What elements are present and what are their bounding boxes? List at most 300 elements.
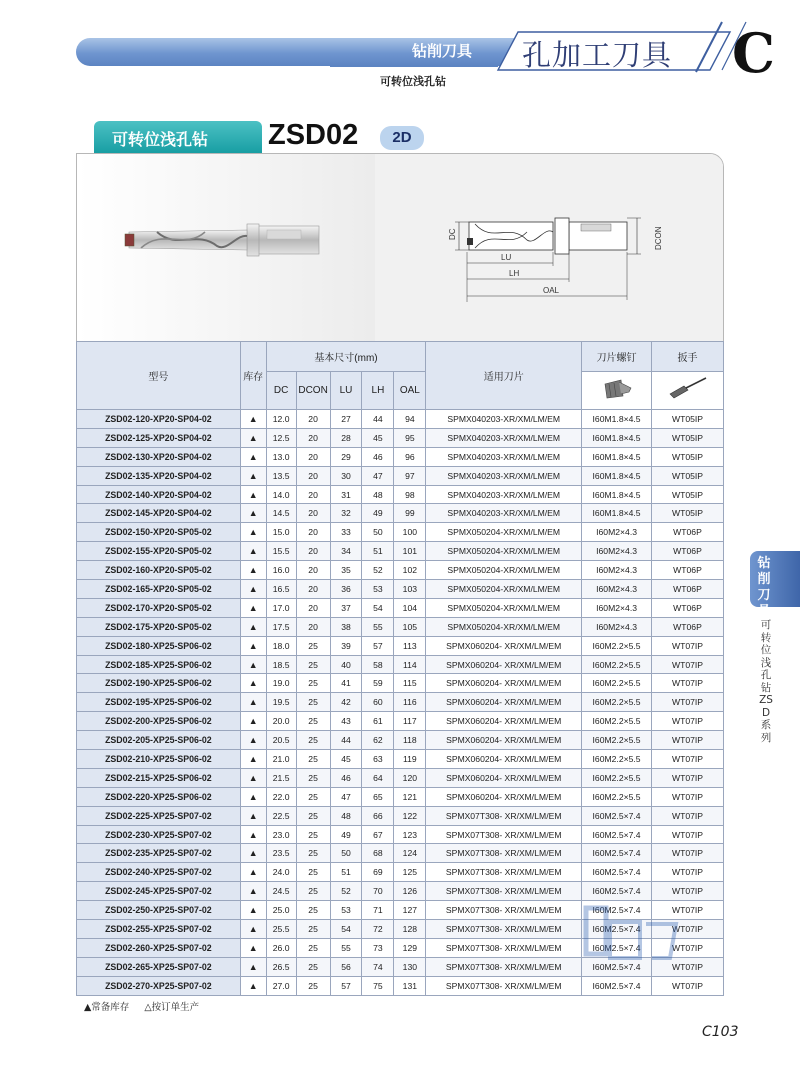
cell-lh: 65 <box>362 787 394 806</box>
cell-dc: 23.5 <box>266 844 296 863</box>
cell-dc: 13.0 <box>266 447 296 466</box>
cell-wrench: WT07IP <box>652 655 724 674</box>
cell-dcon: 25 <box>296 957 330 976</box>
cell-oal: 121 <box>394 787 426 806</box>
cell-model: ZSD02-195-XP25-SP06-02 <box>77 693 241 712</box>
cell-screw: I60M1.8×4.5 <box>582 447 652 466</box>
cell-wrench: WT07IP <box>652 920 724 939</box>
cell-dc: 20.5 <box>266 731 296 750</box>
cell-wrench: WT06P <box>652 542 724 561</box>
side-tab-sub-label: 可转位浅孔钻ZSD系列 <box>759 619 773 744</box>
cell-dc: 14.5 <box>266 504 296 523</box>
cell-stock: ▲ <box>240 655 266 674</box>
cell-stock: ▲ <box>240 693 266 712</box>
cell-screw: I60M2.2×5.5 <box>582 693 652 712</box>
cell-oal: 103 <box>394 580 426 599</box>
cell-insert: SPMX07T308- XR/XM/LM/EM <box>426 863 582 882</box>
cell-dcon: 20 <box>296 598 330 617</box>
cell-dc: 19.0 <box>266 674 296 693</box>
oal-label: OAL <box>543 286 560 295</box>
cell-model: ZSD02-160-XP20-SP05-02 <box>77 561 241 580</box>
cell-lh: 48 <box>362 485 394 504</box>
cell-oal: 96 <box>394 447 426 466</box>
cell-insert: SPMX060204- XR/XM/LM/EM <box>426 731 582 750</box>
cell-model: ZSD02-250-XP25-SP07-02 <box>77 901 241 920</box>
cell-wrench: WT06P <box>652 598 724 617</box>
header-category: 钻削刀具 <box>412 42 473 60</box>
cell-insert: SPMX07T308- XR/XM/LM/EM <box>426 901 582 920</box>
cell-oal: 125 <box>394 863 426 882</box>
cell-wrench: WT06P <box>652 617 724 636</box>
cell-insert: SPMX050204-XR/XM/LM/EM <box>426 561 582 580</box>
cell-lh: 44 <box>362 410 394 429</box>
cell-stock: ▲ <box>240 825 266 844</box>
cell-wrench: WT07IP <box>652 731 724 750</box>
cell-dcon: 25 <box>296 712 330 731</box>
cell-insert: SPMX07T308- XR/XM/LM/EM <box>426 825 582 844</box>
cell-insert: SPMX050204-XR/XM/LM/EM <box>426 542 582 561</box>
cell-screw: I60M2.2×5.5 <box>582 674 652 693</box>
cell-screw: I60M2.2×5.5 <box>582 712 652 731</box>
cell-screw: I60M2×4.3 <box>582 542 652 561</box>
cell-model: ZSD02-260-XP25-SP07-02 <box>77 938 241 957</box>
cell-screw: I60M2.5×7.4 <box>582 920 652 939</box>
cell-lu: 37 <box>330 598 362 617</box>
spec-table <box>76 341 724 996</box>
screw-icon <box>597 374 637 404</box>
cell-oal: 113 <box>394 636 426 655</box>
dimension-drawing-panel <box>375 154 724 344</box>
cell-lh: 71 <box>362 901 394 920</box>
cell-screw: I60M2.5×7.4 <box>582 976 652 995</box>
cell-model: ZSD02-180-XP25-SP06-02 <box>77 636 241 655</box>
cell-model: ZSD02-200-XP25-SP06-02 <box>77 712 241 731</box>
cell-model: ZSD02-225-XP25-SP07-02 <box>77 806 241 825</box>
cell-lh: 62 <box>362 731 394 750</box>
cell-lh: 64 <box>362 768 394 787</box>
cell-dcon: 25 <box>296 882 330 901</box>
cell-wrench: WT07IP <box>652 882 724 901</box>
cell-dc: 25.0 <box>266 901 296 920</box>
cell-screw: I60M2.5×7.4 <box>582 938 652 957</box>
cell-dcon: 25 <box>296 844 330 863</box>
cell-oal: 99 <box>394 504 426 523</box>
cell-dc: 19.5 <box>266 693 296 712</box>
cell-insert: SPMX040203-XR/XM/LM/EM <box>426 410 582 429</box>
cell-insert: SPMX060204- XR/XM/LM/EM <box>426 636 582 655</box>
cell-insert: SPMX07T308- XR/XM/LM/EM <box>426 920 582 939</box>
cell-wrench: WT05IP <box>652 447 724 466</box>
cell-insert: SPMX060204- XR/XM/LM/EM <box>426 787 582 806</box>
cell-screw: I60M2.2×5.5 <box>582 636 652 655</box>
cell-insert: SPMX060204- XR/XM/LM/EM <box>426 674 582 693</box>
cell-lh: 52 <box>362 561 394 580</box>
cell-lh: 60 <box>362 693 394 712</box>
header-stock: 库存 <box>240 342 266 410</box>
cell-lu: 28 <box>330 428 362 447</box>
cell-lu: 44 <box>330 731 362 750</box>
cell-stock: ▲ <box>240 957 266 976</box>
cell-stock: ▲ <box>240 750 266 769</box>
cell-oal: 98 <box>394 485 426 504</box>
table-row <box>77 768 724 787</box>
cell-insert: SPMX040203-XR/XM/LM/EM <box>426 485 582 504</box>
cell-screw: I60M1.8×4.5 <box>582 485 652 504</box>
table-row <box>77 882 724 901</box>
cell-model: ZSD02-190-XP25-SP06-02 <box>77 674 241 693</box>
cell-screw: I60M2.5×7.4 <box>582 957 652 976</box>
cell-dc: 24.5 <box>266 882 296 901</box>
product-code: ZSD02 <box>268 119 359 151</box>
cell-stock: ▲ <box>240 768 266 787</box>
cell-oal: 117 <box>394 712 426 731</box>
header-subtitle: 可转位浅孔钻 <box>380 75 446 88</box>
table-row <box>77 598 724 617</box>
cell-lh: 54 <box>362 598 394 617</box>
header-insert: 适用刀片 <box>426 342 582 410</box>
table-row <box>77 428 724 447</box>
table-row <box>77 863 724 882</box>
cell-stock: ▲ <box>240 617 266 636</box>
cell-screw: I60M1.8×4.5 <box>582 428 652 447</box>
cell-wrench: WT07IP <box>652 901 724 920</box>
cell-lh: 59 <box>362 674 394 693</box>
cell-screw: I60M2.2×5.5 <box>582 655 652 674</box>
cell-stock: ▲ <box>240 561 266 580</box>
cell-dc: 16.0 <box>266 561 296 580</box>
product-badge: 2D <box>380 126 424 150</box>
cell-lu: 38 <box>330 617 362 636</box>
header-oal: OAL <box>394 372 426 410</box>
cell-insert: SPMX060204- XR/XM/LM/EM <box>426 693 582 712</box>
cell-wrench: WT06P <box>652 561 724 580</box>
cell-insert: SPMX050204-XR/XM/LM/EM <box>426 617 582 636</box>
cell-model: ZSD02-170-XP20-SP05-02 <box>77 598 241 617</box>
cell-lu: 53 <box>330 901 362 920</box>
cell-stock: ▲ <box>240 410 266 429</box>
cell-insert: SPMX060204- XR/XM/LM/EM <box>426 655 582 674</box>
cell-dc: 17.0 <box>266 598 296 617</box>
cell-wrench: WT07IP <box>652 976 724 995</box>
table-row <box>77 712 724 731</box>
cell-dc: 27.0 <box>266 976 296 995</box>
cell-screw: I60M2.5×7.4 <box>582 825 652 844</box>
cell-lu: 30 <box>330 466 362 485</box>
cell-stock: ▲ <box>240 882 266 901</box>
cell-lh: 63 <box>362 750 394 769</box>
cell-stock: ▲ <box>240 485 266 504</box>
dc-label: DC <box>448 228 457 240</box>
cell-wrench: WT05IP <box>652 485 724 504</box>
cell-wrench: WT07IP <box>652 693 724 712</box>
table-row <box>77 504 724 523</box>
cell-model: ZSD02-255-XP25-SP07-02 <box>77 920 241 939</box>
cell-oal: 115 <box>394 674 426 693</box>
cell-oal: 130 <box>394 957 426 976</box>
cell-lh: 51 <box>362 542 394 561</box>
cell-dcon: 25 <box>296 976 330 995</box>
cell-screw: I60M2.5×7.4 <box>582 806 652 825</box>
cell-insert: SPMX060204- XR/XM/LM/EM <box>426 750 582 769</box>
cell-lu: 48 <box>330 806 362 825</box>
side-tab-main-label: 钻削刀具 <box>757 556 771 619</box>
dimension-drawing <box>375 154 724 344</box>
cell-dc: 26.0 <box>266 938 296 957</box>
cell-stock: ▲ <box>240 428 266 447</box>
cell-oal: 119 <box>394 750 426 769</box>
cell-stock: ▲ <box>240 542 266 561</box>
table-row <box>77 844 724 863</box>
cell-wrench: WT07IP <box>652 863 724 882</box>
cell-lu: 51 <box>330 863 362 882</box>
cell-dcon: 20 <box>296 561 330 580</box>
cell-lu: 42 <box>330 693 362 712</box>
cell-insert: SPMX040203-XR/XM/LM/EM <box>426 428 582 447</box>
cell-lh: 70 <box>362 882 394 901</box>
cell-lu: 43 <box>330 712 362 731</box>
cell-model: ZSD02-215-XP25-SP06-02 <box>77 768 241 787</box>
cell-dc: 16.5 <box>266 580 296 599</box>
cell-stock: ▲ <box>240 938 266 957</box>
header-model: 型号 <box>77 342 241 410</box>
product-tab-label: 可转位浅孔钻 <box>112 130 209 149</box>
cell-wrench: WT07IP <box>652 938 724 957</box>
cell-lh: 74 <box>362 957 394 976</box>
page-number: C103 <box>702 1024 739 1040</box>
cell-dc: 23.0 <box>266 825 296 844</box>
table-row <box>77 787 724 806</box>
cell-dcon: 25 <box>296 674 330 693</box>
cell-screw: I60M2×4.3 <box>582 617 652 636</box>
cell-stock: ▲ <box>240 806 266 825</box>
cell-dc: 21.0 <box>266 750 296 769</box>
cell-lh: 45 <box>362 428 394 447</box>
cell-screw: I60M2×4.3 <box>582 523 652 542</box>
cell-lu: 50 <box>330 844 362 863</box>
table-row <box>77 523 724 542</box>
cell-wrench: WT07IP <box>652 787 724 806</box>
cell-dcon: 25 <box>296 938 330 957</box>
cell-lh: 68 <box>362 844 394 863</box>
table-row <box>77 580 724 599</box>
header-dimensions: 基本尺寸(mm) <box>266 342 426 372</box>
cell-dcon: 20 <box>296 542 330 561</box>
cell-screw: I60M1.8×4.5 <box>582 410 652 429</box>
cell-stock: ▲ <box>240 844 266 863</box>
cell-model: ZSD02-130-XP20-SP04-02 <box>77 447 241 466</box>
cell-wrench: WT07IP <box>652 712 724 731</box>
cell-model: ZSD02-230-XP25-SP07-02 <box>77 825 241 844</box>
cell-stock: ▲ <box>240 523 266 542</box>
cell-lh: 50 <box>362 523 394 542</box>
cell-model: ZSD02-155-XP20-SP05-02 <box>77 542 241 561</box>
cell-wrench: WT05IP <box>652 410 724 429</box>
cell-oal: 122 <box>394 806 426 825</box>
cell-wrench: WT05IP <box>652 428 724 447</box>
cell-lh: 61 <box>362 712 394 731</box>
cell-lh: 67 <box>362 825 394 844</box>
cell-stock: ▲ <box>240 636 266 655</box>
cell-screw: I60M2.5×7.4 <box>582 882 652 901</box>
cell-lu: 29 <box>330 447 362 466</box>
cell-lh: 75 <box>362 976 394 995</box>
cell-wrench: WT07IP <box>652 750 724 769</box>
cell-screw: I60M2×4.3 <box>582 561 652 580</box>
wrench-image-cell <box>652 372 724 410</box>
cell-dc: 18.5 <box>266 655 296 674</box>
cell-model: ZSD02-145-XP20-SP04-02 <box>77 504 241 523</box>
cell-dc: 17.5 <box>266 617 296 636</box>
cell-screw: I60M2.5×7.4 <box>582 863 652 882</box>
cell-wrench: WT07IP <box>652 768 724 787</box>
cell-oal: 105 <box>394 617 426 636</box>
cell-oal: 94 <box>394 410 426 429</box>
cell-screw: I60M2.5×7.4 <box>582 844 652 863</box>
cell-screw: I60M2.5×7.4 <box>582 901 652 920</box>
cell-oal: 100 <box>394 523 426 542</box>
cell-insert: SPMX07T308- XR/XM/LM/EM <box>426 957 582 976</box>
cell-wrench: WT05IP <box>652 504 724 523</box>
cell-wrench: WT07IP <box>652 636 724 655</box>
cell-model: ZSD02-220-XP25-SP06-02 <box>77 787 241 806</box>
legend-order: △按订单生产 <box>144 1002 200 1013</box>
table-row <box>77 410 724 429</box>
cell-oal: 114 <box>394 655 426 674</box>
cell-model: ZSD02-125-XP20-SP04-02 <box>77 428 241 447</box>
cell-dc: 18.0 <box>266 636 296 655</box>
table-row <box>77 825 724 844</box>
cell-insert: SPMX050204-XR/XM/LM/EM <box>426 598 582 617</box>
cell-lu: 46 <box>330 768 362 787</box>
lh-label: LH <box>509 269 520 278</box>
table-row <box>77 485 724 504</box>
cell-stock: ▲ <box>240 731 266 750</box>
cell-wrench: WT07IP <box>652 957 724 976</box>
cell-insert: SPMX07T308- XR/XM/LM/EM <box>426 938 582 957</box>
cell-model: ZSD02-150-XP20-SP05-02 <box>77 523 241 542</box>
header-screw: 刀片螺钉 <box>582 342 652 372</box>
cell-dcon: 20 <box>296 504 330 523</box>
cell-oal: 104 <box>394 598 426 617</box>
cell-dcon: 20 <box>296 580 330 599</box>
cell-model: ZSD02-240-XP25-SP07-02 <box>77 863 241 882</box>
cell-dc: 26.5 <box>266 957 296 976</box>
cell-model: ZSD02-245-XP25-SP07-02 <box>77 882 241 901</box>
header-dc: DC <box>266 372 296 410</box>
header-dcon: DCON <box>296 372 330 410</box>
cell-lu: 31 <box>330 485 362 504</box>
cell-dcon: 25 <box>296 731 330 750</box>
cell-wrench: WT05IP <box>652 466 724 485</box>
table-row <box>77 655 724 674</box>
cell-wrench: WT07IP <box>652 825 724 844</box>
cell-model: ZSD02-120-XP20-SP04-02 <box>77 410 241 429</box>
cell-stock: ▲ <box>240 504 266 523</box>
table-row <box>77 731 724 750</box>
header-wrench: 扳手 <box>652 342 724 372</box>
cell-lh: 55 <box>362 617 394 636</box>
cell-dcon: 20 <box>296 523 330 542</box>
cell-oal: 95 <box>394 428 426 447</box>
cell-model: ZSD02-185-XP25-SP06-02 <box>77 655 241 674</box>
cell-dc: 21.5 <box>266 768 296 787</box>
cell-model: ZSD02-210-XP25-SP06-02 <box>77 750 241 769</box>
cell-dcon: 20 <box>296 617 330 636</box>
cell-dc: 12.0 <box>266 410 296 429</box>
cell-lu: 45 <box>330 750 362 769</box>
cell-dcon: 20 <box>296 466 330 485</box>
cell-insert: SPMX040203-XR/XM/LM/EM <box>426 447 582 466</box>
cell-model: ZSD02-175-XP20-SP05-02 <box>77 617 241 636</box>
cell-lh: 73 <box>362 938 394 957</box>
cell-wrench: WT07IP <box>652 806 724 825</box>
table-row <box>77 542 724 561</box>
cell-dcon: 25 <box>296 901 330 920</box>
cell-dc: 25.5 <box>266 920 296 939</box>
cell-dc: 14.0 <box>266 485 296 504</box>
cell-stock: ▲ <box>240 787 266 806</box>
cell-lu: 57 <box>330 976 362 995</box>
dcon-label: DCON <box>654 226 663 250</box>
product-image-box <box>76 153 724 345</box>
cell-wrench: WT06P <box>652 523 724 542</box>
cell-stock: ▲ <box>240 447 266 466</box>
drill-photo <box>77 154 375 344</box>
cell-insert: SPMX07T308- XR/XM/LM/EM <box>426 882 582 901</box>
section-letter: C <box>732 21 775 85</box>
cell-dcon: 25 <box>296 787 330 806</box>
cell-oal: 127 <box>394 901 426 920</box>
cell-insert: SPMX050204-XR/XM/LM/EM <box>426 523 582 542</box>
cell-dcon: 25 <box>296 636 330 655</box>
cell-dc: 15.5 <box>266 542 296 561</box>
cell-stock: ▲ <box>240 598 266 617</box>
cell-lu: 41 <box>330 674 362 693</box>
header-lh: LH <box>362 372 394 410</box>
cell-dc: 22.0 <box>266 787 296 806</box>
cell-dcon: 25 <box>296 825 330 844</box>
cell-stock: ▲ <box>240 466 266 485</box>
cell-stock: ▲ <box>240 580 266 599</box>
cell-dc: 24.0 <box>266 863 296 882</box>
table-row <box>77 561 724 580</box>
cell-lh: 58 <box>362 655 394 674</box>
cell-lh: 57 <box>362 636 394 655</box>
cell-lu: 47 <box>330 787 362 806</box>
stock-legend <box>84 999 211 1013</box>
cell-insert: SPMX07T308- XR/XM/LM/EM <box>426 844 582 863</box>
header-lu: LU <box>330 372 362 410</box>
cell-lh: 66 <box>362 806 394 825</box>
cell-stock: ▲ <box>240 674 266 693</box>
cell-dc: 20.0 <box>266 712 296 731</box>
cell-lu: 55 <box>330 938 362 957</box>
cell-model: ZSD02-205-XP25-SP06-02 <box>77 731 241 750</box>
cell-lh: 53 <box>362 580 394 599</box>
cell-insert: SPMX060204- XR/XM/LM/EM <box>426 712 582 731</box>
cell-dcon: 25 <box>296 750 330 769</box>
table-row <box>77 466 724 485</box>
cell-lu: 56 <box>330 957 362 976</box>
cell-wrench: WT06P <box>652 580 724 599</box>
table-row <box>77 447 724 466</box>
cell-lu: 33 <box>330 523 362 542</box>
wrench-icon <box>666 374 710 404</box>
cell-dc: 22.5 <box>266 806 296 825</box>
cell-insert: SPMX040203-XR/XM/LM/EM <box>426 504 582 523</box>
cell-dcon: 25 <box>296 693 330 712</box>
cell-oal: 123 <box>394 825 426 844</box>
